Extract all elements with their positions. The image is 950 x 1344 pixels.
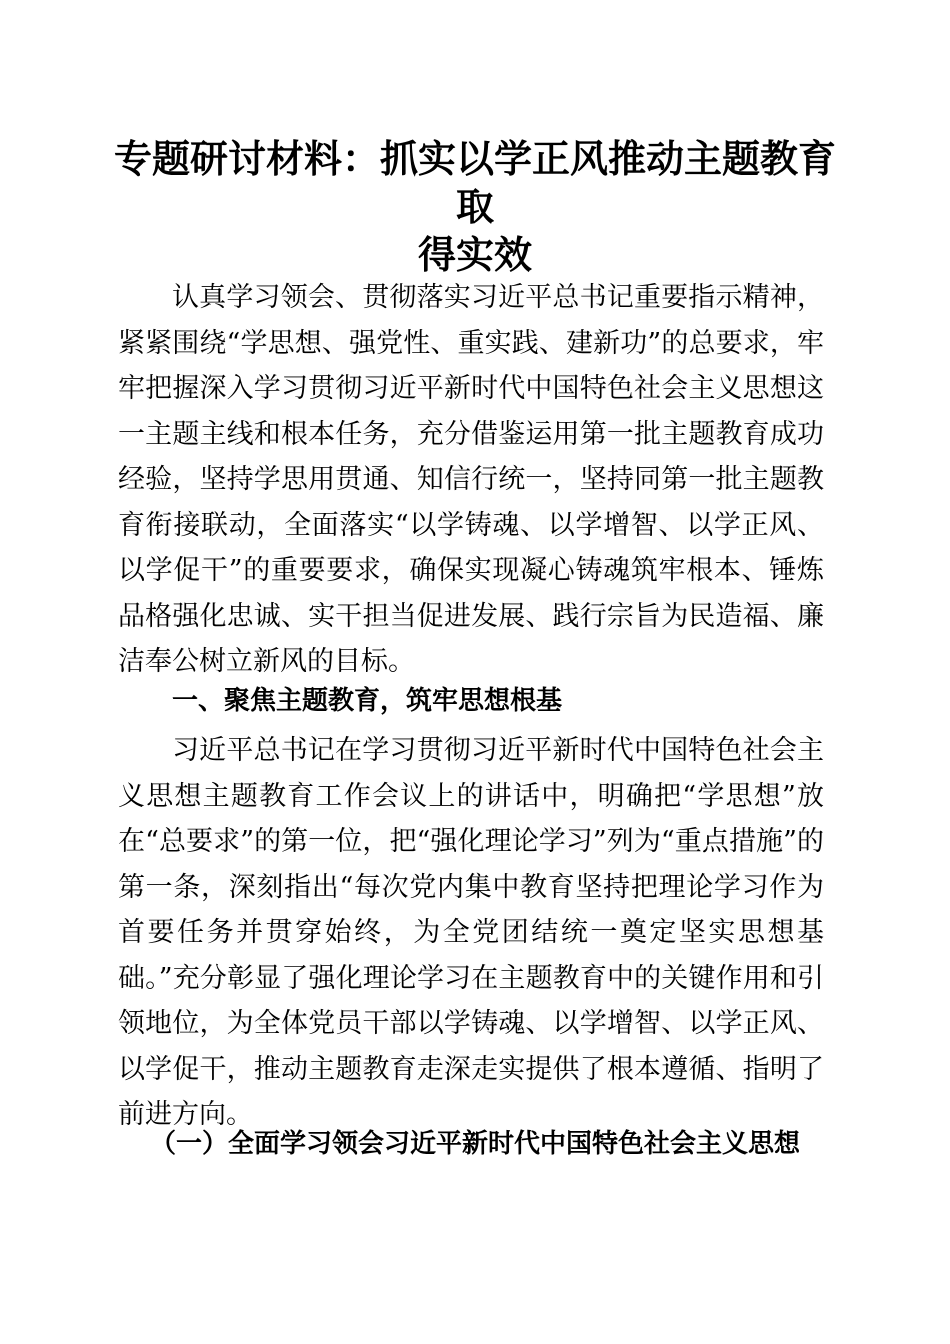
- subsection-heading-1: （一）全面学习领会习近平新时代中国特色社会主义思想: [150, 1129, 801, 1159]
- section-heading-1: 一、聚焦主题教育，筑牢思想根基: [172, 686, 563, 716]
- section-1-paragraph: 习近平总书记在学习贯彻习近平新时代中国特色社会主义思想主题教育工作会议上的讲话中，明确把“学思想”放在“总要求”的第一位，把“强化理论学习”列为“重点措施”的第一条，深刻指出“每次党内集中教育坚持把理论学习作为首要任务并贯穿始终，为全党团结统一奠定坚实思想基础。”充分彰显了强化理论学习在主题教育中的关键作用和引领地位，为全体党员干部以学铸魂、以学增智、以学正风、以学促干，推动主题教育走深走实提供了根本遵循、指明了前进方向。: [118, 735, 824, 1130]
- title-line-2: 得实效: [417, 232, 532, 277]
- document-title: [100, 135, 850, 279]
- intro-paragraph: 认真学习领会、贯彻落实习近平总书记重要指示精神，紧紧围绕“学思想、强党性、重实践、建新功”的总要求，牢牢把握深入学习贯彻习近平新时代中国特色社会主义思想这一主题主线和根本任务，充分借鉴运用第一批主题教育成功经验，坚持学思用贯通、知信行统一，坚持同第一批主题教育衔接联动，全面落实“以学铸魂、以学增智、以学正风、以学促干”的重要要求，确保实现凝心铸魂筑牢根本、锤炼品格强化忠诚、实干担当促进发展、践行宗旨为民造福、廉洁奉公树立新风的目标。: [118, 282, 824, 677]
- title-line-1: 专题研讨材料：抓实以学正风推动主题教育取: [113, 136, 836, 229]
